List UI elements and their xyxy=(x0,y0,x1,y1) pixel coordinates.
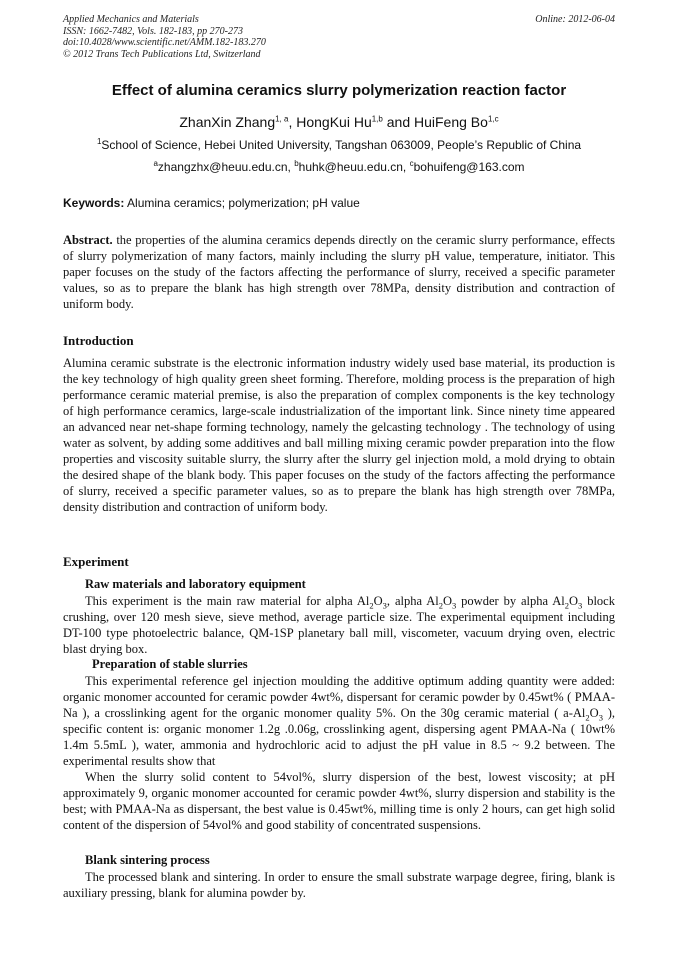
affiliation-text: School of Science, Hebei United University, Tangshan 063009, People’s Republic of China xyxy=(101,138,582,152)
author-sep: , xyxy=(288,114,297,130)
email-marker: b xyxy=(294,159,299,168)
stable-slurries-text xyxy=(63,673,615,833)
journal-name: Applied Mechanics and Materials xyxy=(63,14,199,25)
introduction-heading: Introduction xyxy=(63,333,134,348)
experiment-heading: Experiment xyxy=(63,554,129,569)
blank-sintering-heading: Blank sintering process xyxy=(85,853,210,867)
email-marker: c xyxy=(409,159,414,168)
subscript: 2 xyxy=(369,600,374,611)
author-1: ZhanXin Zhang xyxy=(179,114,276,130)
results-paragraph: When the slurry solid content to 54vol%, slurry dispersion of the best, lowest viscosity; at pH approximately 9, organic monomer accounted for ceramic powder 4wt%, slurry dispersion and stability is the best; with PMAA-Na as dispersant, the best value is 0.45wt%, milling time is only 2 hours, can get high solid content of the dispersion of 54vol% and good stability of concentrated suspensions. xyxy=(63,770,615,832)
text-run: ), specific content is: organic monomer 1.2g .0.06g, crosslinking agent, dispersing agent PMAA-Na ( 10wt% 1.4m 5.5mL ), water, ammonia and hydrochloric acid to adjust the pH value in 8.5 ~ 9.2 between. The experimental results show that xyxy=(63,706,615,768)
introduction-text: Alumina ceramic substrate is the electronic information industry widely used base material, its production is the key technology of high quality green sheet forming. Therefore, molding process is the preparation of high performance ceramic material premise, is also the preparation of complex components is the key technology of high performance ceramics, large-scale industrialization of the important link. Since ninety time appeared an advanced near net-shape forming technology, namely the gelcasting technology . The technology of using water as solvent, by adding some additives and ball milling mixing ceramic powder preparation into the flow properties and viscosity suitable slurry, the slurry after the slurry gel injection mold, a mold drying to obtain the desired shape of the blank body. This paper focuses on the study of the factors affecting the performance of slurry, received a specific parameter values, so as to prepare the blank has high strength over 78MPa, density distribution and contraction of uniform body. xyxy=(63,356,615,514)
subscript: 3 xyxy=(382,600,387,611)
text-run: This experiment is the main raw material for alpha Al xyxy=(85,594,370,608)
affiliation xyxy=(0,138,678,152)
keywords xyxy=(63,196,615,210)
text-run: , alpha Al xyxy=(386,594,439,608)
text-run: powder by alpha Al xyxy=(456,594,565,608)
text-run: O xyxy=(589,706,599,720)
abstract-text: the properties of the alumina ceramics depends directly on the ceramic slurry performance, effects of slurry polymerization of many factors, mainly including the slurry pH value, temperature, initiator. This paper focuses on the study of the factors affecting the performance of slurry, received a specific parameter values, so as to prepare the blank has high strength over 78MPa, density distribution and contraction of uniform body. xyxy=(63,233,615,311)
email-c: bohuifeng@163.com xyxy=(413,160,525,174)
blank-sintering-text: The processed blank and sintering. In order to ensure the small substrate warpage degree, firing, blank is auxiliary pressing, blank for alumina powder by. xyxy=(63,870,615,900)
text-run: This experimental reference gel injection moulding the additive optimum adding quantity were added: organic monomer accounted for ceramic powder 4wt%, dispersant for ceramic powder by 0.45wt% ( PMAA-Na ), a crosslinking agent for the organic monomer quality 5%. On the 30g ceramic material ( a-Al xyxy=(63,674,615,720)
text-run: block crushing, over 120 mesh sieve, sieve method, average particle size. The experimental equipment including DT-100 type photoelectric balance, QM-1SP planetary ball mill, viscometer, vacuum drying oven, electric blast drying box. xyxy=(63,594,615,656)
text-run: O xyxy=(442,594,453,608)
copyright-line: © 2012 Trans Tech Publications Ltd, Switzerland xyxy=(63,48,261,60)
raw-materials-heading: Raw materials and laboratory equipment xyxy=(85,577,306,591)
email-marker: a xyxy=(153,159,158,168)
raw-materials-text xyxy=(63,593,615,657)
journal-header xyxy=(63,14,615,60)
keywords-text: Alumina ceramics; polymerization; pH value xyxy=(124,196,360,210)
email-list xyxy=(0,160,678,174)
subscript: 3 xyxy=(452,600,457,611)
keywords-label: Keywords: xyxy=(63,196,125,210)
author-sep: and xyxy=(382,114,414,130)
abstract xyxy=(63,232,615,312)
issn-line: ISSN: 1662-7482, Vols. 182-183, pp 270-273 xyxy=(63,25,243,37)
subscript: 3 xyxy=(598,712,603,723)
abstract-label: Abstract. xyxy=(63,233,113,247)
paper-title: Effect of alumina ceramics slurry polymerization reaction factor xyxy=(111,82,567,99)
subscript: 2 xyxy=(564,600,570,611)
author-3: HuiFeng Bo xyxy=(414,114,488,130)
author-1-affil: 1, a xyxy=(275,114,289,124)
doi-line: doi:10.4028/www.scientific.net/AMM.182-183.270 xyxy=(63,37,266,48)
author-2-affil: 1,b xyxy=(371,114,383,124)
email-a: zhangzhx@heuu.edu.cn, xyxy=(157,160,295,174)
subscript: 2 xyxy=(438,600,443,611)
affiliation-marker: 1 xyxy=(96,137,102,146)
subscript: 3 xyxy=(578,600,583,611)
text-run: O xyxy=(373,594,383,608)
email-b: huhk@heuu.edu.cn, xyxy=(298,160,410,174)
author-2: HongKui Hu xyxy=(296,114,372,130)
text-run: O xyxy=(569,594,579,608)
subscript: 2 xyxy=(585,712,590,723)
stable-slurries-heading: Preparation of stable slurries xyxy=(92,657,248,671)
online-date: Online: 2012-06-04 xyxy=(535,14,615,25)
author-list xyxy=(0,114,678,130)
author-3-affil: 1,c xyxy=(487,114,499,124)
